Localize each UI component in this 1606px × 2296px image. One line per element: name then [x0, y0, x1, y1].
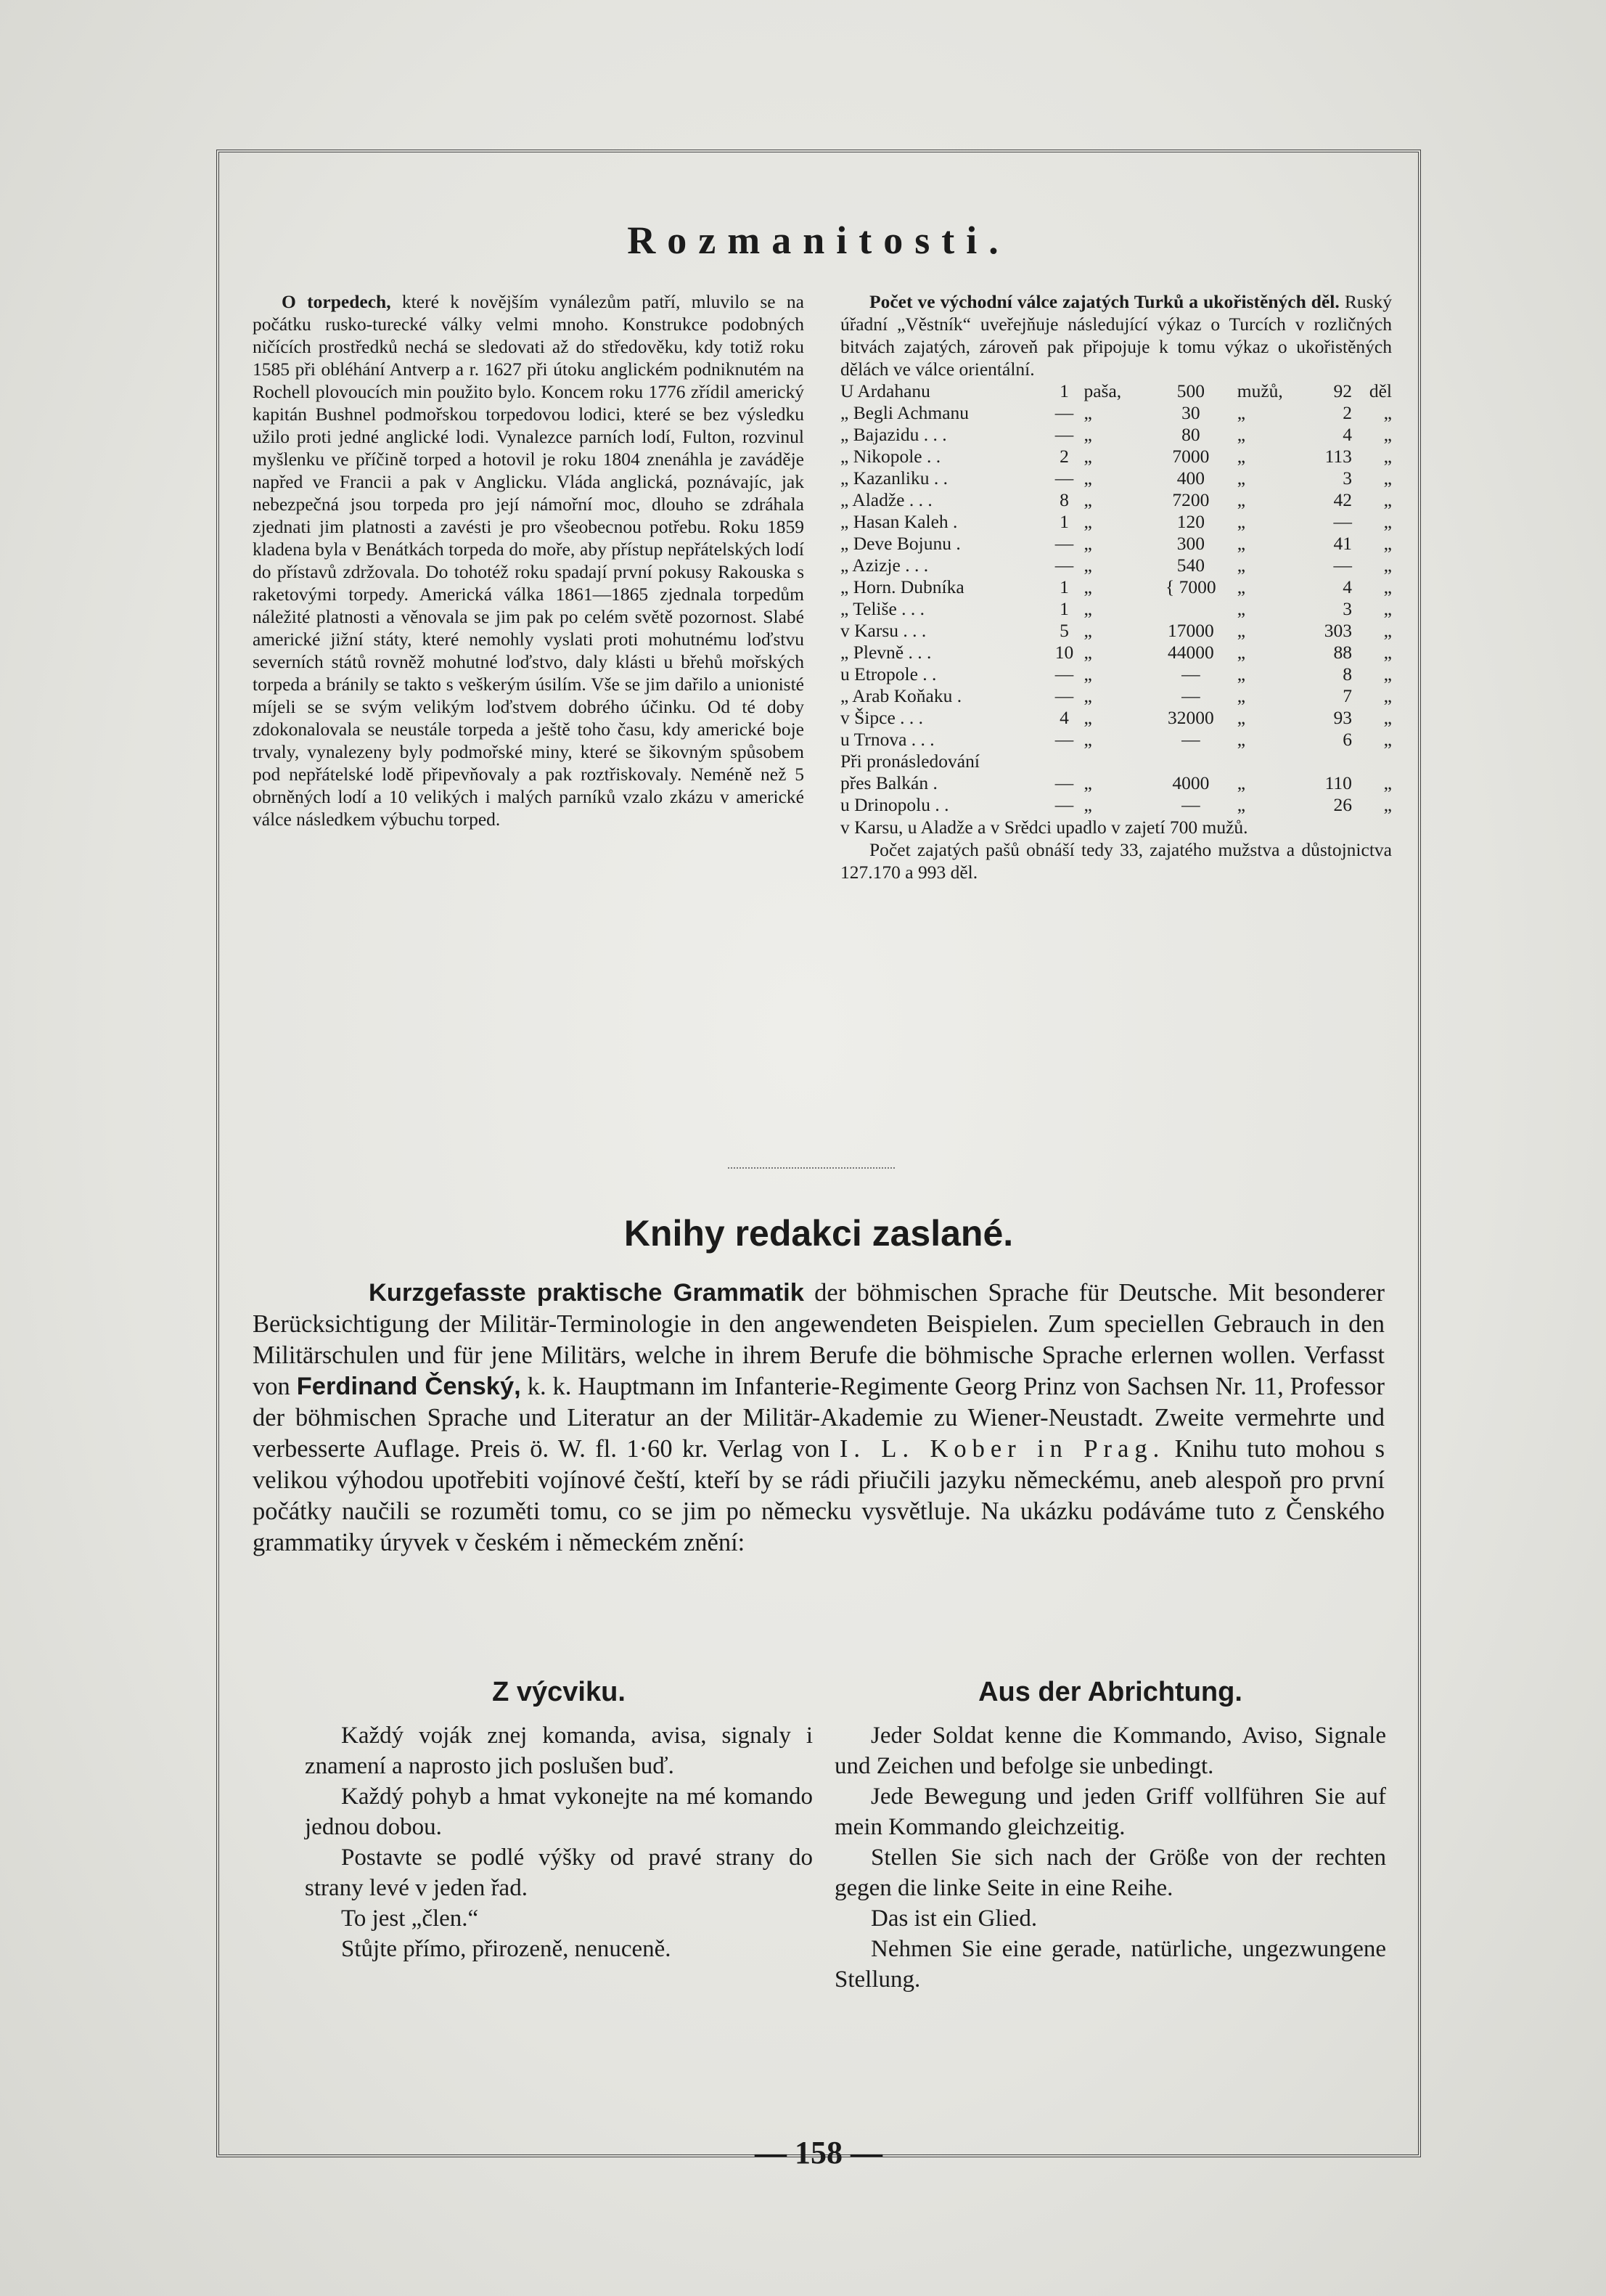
men-count-cell: 120 [1176, 511, 1205, 532]
book-review [253, 1278, 1385, 1558]
men-unit-cell: „ [1237, 663, 1246, 685]
example-paragraph: Stellen Sie sich nach der Größe von der rechten gegen die linke Seite in eine Reihe. [835, 1844, 1386, 1901]
book-text-1: der böhmischen Sprache für Deutsche. Mit besonderer Berücksichtigung der Militär-Terminologie in den angewendeten Beispielen. Zum speciellen Gebrauch in den Militärschulen und für jene Militärs, welche in ihrem Berufe die böhmische Sprache erlernen wollen. Verfasst von [253, 1279, 1385, 1400]
pasa-unit-cell: paša, [1083, 380, 1122, 401]
place-cell: „ Azizje . . . [840, 555, 929, 576]
guns-count-cell: 26 [1333, 794, 1352, 815]
table-row [840, 511, 1392, 533]
men-unit-cell: „ [1237, 467, 1246, 489]
men-unit-cell: „ [1237, 511, 1246, 532]
pasa-count-cell: — [1054, 402, 1074, 423]
place-cell: „ Bajazidu . . . [840, 424, 947, 445]
pasa-count-cell: — [1054, 663, 1074, 685]
men-count-cell: 400 [1176, 467, 1205, 489]
place-cell: „ Deve Bojunu . [840, 533, 961, 554]
pasa-unit-cell: „ [1083, 576, 1092, 597]
table-row [840, 555, 1392, 576]
guns-count-cell [1299, 751, 1352, 772]
table-row [840, 380, 1392, 402]
guns-unit-cell: „ [1383, 576, 1392, 597]
guns-count-cell: 113 [1324, 446, 1352, 467]
article-lead: Počet ve východní válce zajatých Turků a ukořistěných děl. [869, 291, 1340, 312]
men-unit-cell: „ [1237, 707, 1246, 728]
example-german [835, 1677, 1386, 1995]
men-unit-cell: „ [1237, 685, 1246, 706]
table-row [840, 751, 1392, 772]
men-unit-cell: „ [1237, 533, 1246, 554]
guns-unit-cell: „ [1383, 772, 1392, 793]
men-count-cell: — [1181, 794, 1200, 815]
pasa-count-cell: 4 [1060, 707, 1069, 728]
men-unit-cell: „ [1237, 729, 1246, 750]
pasa-count-cell: 1 [1060, 511, 1069, 532]
men-count-cell: 540 [1176, 555, 1205, 576]
men-unit-cell: „ [1237, 402, 1246, 423]
guns-unit-cell: „ [1383, 555, 1392, 576]
pasa-count-cell: — [1054, 772, 1074, 793]
table-row [840, 707, 1392, 729]
guns-unit-cell: „ [1383, 467, 1392, 489]
men-unit-cell [1237, 751, 1299, 772]
guns-count-cell: 8 [1343, 663, 1352, 685]
pasa-unit-cell: „ [1083, 467, 1092, 489]
example-paragraph: To jest „člen.“ [341, 1905, 479, 1932]
pasa-unit-cell: „ [1083, 772, 1092, 793]
guns-unit-cell: „ [1383, 642, 1392, 663]
place-cell: „ Plevně . . . [840, 642, 932, 663]
table-row [840, 794, 1392, 816]
example-paragraph: Stůjte přímo, přirozeně, nenuceně. [341, 1936, 671, 1962]
guns-unit-cell [1352, 751, 1392, 772]
place-cell: „ Kazanliku . . [840, 467, 948, 489]
guns-count-cell: 92 [1333, 380, 1352, 401]
men-count-cell: — [1181, 663, 1200, 685]
pasa-unit-cell: „ [1083, 511, 1092, 532]
guns-count-cell: — [1333, 555, 1352, 576]
table-row [840, 402, 1392, 424]
guns-unit-cell: „ [1383, 707, 1392, 728]
guns-count-cell: — [1333, 511, 1352, 532]
table-row [840, 772, 1392, 794]
place-cell: u Drinopolu . . [840, 794, 949, 815]
pasa-count-cell: — [1054, 533, 1074, 554]
pasa-unit-cell: „ [1083, 620, 1092, 641]
table-row [840, 489, 1392, 511]
page-number: — 158 — [755, 2135, 882, 2170]
pasa-count-cell: — [1054, 555, 1074, 576]
men-count-cell: 500 [1176, 380, 1205, 401]
table-row [840, 729, 1392, 751]
article-torpedoes [253, 290, 804, 830]
guns-count-cell: 303 [1324, 620, 1352, 641]
guns-unit-cell: děl [1369, 380, 1392, 401]
pasa-unit-cell [1083, 751, 1144, 772]
prisoners-table [840, 380, 1392, 816]
pasa-unit-cell: „ [1083, 402, 1092, 423]
men-unit-cell: „ [1237, 642, 1246, 663]
men-unit-cell: „ [1237, 598, 1246, 619]
book-title: Kurzgefasste praktische Grammatik [369, 1279, 804, 1307]
guns-count-cell: 3 [1343, 598, 1352, 619]
example-paragraph: Každý pohyb a hmat vykonejte na mé komando jednou dobou. [305, 1784, 813, 1840]
pasa-count-cell: — [1054, 729, 1074, 750]
place-cell: U Ardahanu [840, 380, 930, 401]
pasa-unit-cell: „ [1083, 729, 1092, 750]
pasa-unit-cell: „ [1083, 663, 1092, 685]
pasa-unit-cell: „ [1083, 794, 1092, 815]
table-row [840, 424, 1392, 446]
men-unit-cell: „ [1237, 772, 1246, 793]
men-count-cell: 17000 [1167, 620, 1214, 641]
guns-unit-cell: „ [1383, 620, 1392, 641]
men-count-cell: 7000 [1172, 446, 1210, 467]
pasa-count-cell: 2 [1060, 446, 1069, 467]
guns-unit-cell: „ [1383, 685, 1392, 706]
guns-count-cell: 41 [1333, 533, 1352, 554]
guns-count-cell: 3 [1343, 467, 1352, 489]
pasa-count-cell: 1 [1060, 380, 1069, 401]
pasa-count-cell: — [1054, 685, 1074, 706]
table-row [840, 446, 1392, 467]
pasa-count-cell: — [1054, 794, 1074, 815]
pasa-unit-cell: „ [1083, 598, 1092, 619]
guns-unit-cell: „ [1383, 663, 1392, 685]
example-czech [305, 1677, 813, 1964]
table-note: v Karsu, u Aladže a v Srědci upadlo v zajetí 700 mužů. [840, 817, 1248, 838]
men-unit-cell: mužů, [1237, 380, 1283, 401]
table-summary: Počet zajatých pašů obnáší tedy 33, zajatého mužstva a důstojnictva 127.170 a 993 děl. [840, 839, 1392, 883]
place-cell: „ Hasan Kaleh . [840, 511, 958, 532]
place-cell: „ Aladže . . . [840, 489, 933, 510]
place-cell: „ Horn. Dubníka [840, 576, 964, 597]
book-text-2: k. k. Hauptmann im Infanterie-Regimente Georg Prinz von Sachsen Nr. 11, Professor der böhmischen Sprache und Literatur an der Militär-Akademie zu Wiener-Neustadt. Zweite vermehrte und verbesserte Auflage. Preis ö. W. fl. 1·60 kr. Verlag von [253, 1373, 1385, 1463]
book-author: Ferdinand Čenský, [296, 1373, 521, 1400]
pasa-unit-cell: „ [1083, 446, 1092, 467]
men-unit-cell: „ [1237, 794, 1246, 815]
place-cell: u Trnova . . . [840, 729, 935, 750]
pasa-unit-cell: „ [1083, 424, 1092, 445]
men-unit-cell: „ [1237, 555, 1246, 576]
place-cell: „ Begli Achmanu [840, 402, 970, 423]
guns-count-cell: 42 [1333, 489, 1352, 510]
men-count-cell: — [1181, 729, 1200, 750]
example-paragraph: Jeder Soldat kenne die Kommando, Aviso, Signale und Zeichen und befolge sie unbedingt. [835, 1723, 1386, 1779]
pasa-unit-cell: „ [1083, 533, 1092, 554]
pasa-unit-cell: „ [1083, 489, 1092, 510]
table-row [840, 598, 1392, 620]
pasa-unit-cell: „ [1083, 555, 1092, 576]
guns-count-cell: 7 [1343, 685, 1352, 706]
table-row [840, 642, 1392, 663]
men-count-cell: — [1181, 685, 1200, 706]
example-paragraph: Postavte se podlé výšky od pravé strany do strany levé v jeden řad. [305, 1844, 813, 1901]
pasa-count-cell: 5 [1060, 620, 1069, 641]
example-paragraph: Každý voják znej komanda, avisa, signaly i znamení a naprosto jich poslušen buď. [305, 1723, 813, 1779]
divider [728, 1167, 895, 1169]
guns-unit-cell: „ [1383, 446, 1392, 467]
place-cell: „ Nikopole . . [840, 446, 941, 467]
men-unit-cell: „ [1237, 446, 1246, 467]
guns-count-cell: 4 [1343, 576, 1352, 597]
guns-count-cell: 6 [1343, 729, 1352, 750]
example-paragraph: Das ist ein Glied. [871, 1905, 1038, 1932]
table-row [840, 663, 1392, 685]
place-cell: u Etropole . . [840, 663, 937, 685]
place-cell: Při pronásledování [840, 751, 980, 772]
men-unit-cell: „ [1237, 620, 1246, 641]
pasa-count-cell [1044, 751, 1083, 772]
pasa-unit-cell: „ [1083, 707, 1092, 728]
place-cell: v Šipce . . . [840, 707, 924, 728]
table-row [840, 685, 1392, 707]
guns-unit-cell: „ [1383, 729, 1392, 750]
table-row [840, 576, 1392, 598]
example-heading: Aus der Abrichtung. [978, 1677, 1242, 1707]
guns-count-cell: 88 [1333, 642, 1352, 663]
pasa-count-cell: 10 [1054, 642, 1074, 663]
pasa-count-cell: — [1054, 424, 1074, 445]
men-count-cell: { 7000 [1165, 576, 1216, 597]
pasa-count-cell: 1 [1060, 598, 1069, 619]
men-unit-cell: „ [1237, 424, 1246, 445]
example-paragraph: Nehmen Sie eine gerade, natürliche, ungezwungene Stellung. [835, 1936, 1386, 1993]
guns-count-cell: 110 [1324, 772, 1352, 793]
books-heading: Knihy redakci zaslané. [623, 1213, 1014, 1254]
table-row [840, 467, 1392, 489]
article-lead: O torpedech, [282, 291, 391, 312]
guns-unit-cell: „ [1383, 794, 1392, 815]
guns-count-cell: 4 [1343, 424, 1352, 445]
guns-unit-cell: „ [1383, 598, 1392, 619]
example-paragraph: Jede Bewegung und jeden Griff vollführen Sie auf mein Kommando gleichzeitig. [835, 1784, 1386, 1840]
table-row [840, 533, 1392, 555]
men-count-cell: 30 [1181, 402, 1200, 423]
men-unit-cell: „ [1237, 489, 1246, 510]
book-publisher: I. L. Kober in Prag. [839, 1435, 1165, 1463]
men-unit-cell: „ [1237, 576, 1246, 597]
pasa-unit-cell: „ [1083, 642, 1092, 663]
guns-unit-cell: „ [1383, 511, 1392, 532]
pasa-count-cell: 8 [1060, 489, 1069, 510]
guns-count-cell: 2 [1343, 402, 1352, 423]
table-row [840, 620, 1392, 642]
men-count-cell: 32000 [1167, 707, 1214, 728]
place-cell: v Karsu . . . [840, 620, 927, 641]
section-title: Rozmanitosti. [627, 218, 1010, 262]
article-intro: Ruský úřadní „Věstník“ uveřejňuje následující výkaz o Turcích v rozličných bitvách zajatých, zároveň pak připojuje k tomu výkaz o ukořistěných dělách ve válce orientální. [840, 291, 1392, 380]
guns-unit-cell: „ [1383, 533, 1392, 554]
pasa-count-cell: — [1054, 467, 1074, 489]
article-prisoners [840, 290, 1392, 883]
example-heading: Z výcviku. [492, 1677, 626, 1707]
pasa-count-cell: 1 [1060, 576, 1069, 597]
guns-unit-cell: „ [1383, 424, 1392, 445]
men-count-cell [1144, 751, 1237, 772]
men-count-cell: 80 [1181, 424, 1200, 445]
men-count-cell: 44000 [1167, 642, 1214, 663]
article-text: které k novějším vynálezům patří, mluvilo se na počátku rusko-turecké války velmi mnoho. Konstrukce podobných ničících prostředků nechá se sledovati až do středověku, kdy totiž roku 1585 při obléhání Antverp a r. 1627 při útoku anglickém podniknutém na Rochell plovoucích min použito bylo. Koncem roku 1776 zřídil americký kapitán Bushnel podmořskou torpedovou lodici, které se bez výsledku užilo proti jedné anglické lodi. Vynalezce parních lodí, Fulton, rozvinul myšlenku ve příčině torped a hotovil je roku 1804 znenáhla je zaváděje napřed ve Francii a pak v Anglicku. Vláda anglická, poznávajíc, jak nebezpečná jsou torpeda pro její námořní moc, dlouho se zdráhala zjednati jim platnosti a zavésti je pro všeobecnou potřebu. Roku 1859 kladena byla v Benátkách torpeda do moře, aby přístup nepřátelských lodí do přístavů zdržovala. Do tohotéž roku spadají první pokusy Rakouska s raketovými torpedy. Americká válka 1861—1865 zjednala torpedům náležité platnosti a věnovala se jim pak po celém světě pozornost. Slabé americké jižní státy, které nemohly vyslati proti mohutnému loďstvu severních států rovněž mohutné loďstvo, daly klásti u břehů mořských torpeda a bránily se takto s veškerým úsilím. Vše se jim dařilo a unionisté míjeli se se svým velikým loďstvem dobrého účinku. Od té doby zdokonalovala se neustále torpeda a ještě toho času, kdy americké boje trvaly, vynalezeny byly podmořské miny, které se šikovným spůsobem pod nepřátelské lodě připevňovaly a pak roztřiskovaly. Neméně než 5 obrněných lodí a 10 velikých i malých parníků vzalo zkázu v americké válce následkem výbuchu torped. [253, 291, 804, 830]
place-cell: přes Balkán . [840, 772, 938, 793]
place-cell: „ Arab Koňaku . [840, 685, 962, 706]
guns-unit-cell: „ [1383, 489, 1392, 510]
pasa-unit-cell: „ [1083, 685, 1092, 706]
men-count-cell: 4000 [1172, 772, 1210, 793]
place-cell: „ Teliše . . . [840, 598, 925, 619]
guns-unit-cell: „ [1383, 402, 1392, 423]
men-count-cell [1144, 598, 1237, 620]
guns-count-cell: 93 [1333, 707, 1352, 728]
men-count-cell: 7200 [1172, 489, 1210, 510]
book-text-3: Knihu tuto mohou s velikou výhodou upotřebiti vojínové čeští, kteří by se rádi přiučili jazyku německému, aneb alespoň pro první počátky naučili se rozuměti tomu, co se jim po německu vysvětluje. Na ukázku podáváme tuto z Čenského grammatiky úryvek v českém i německém znění: [253, 1435, 1385, 1556]
men-count-cell: 300 [1176, 533, 1205, 554]
